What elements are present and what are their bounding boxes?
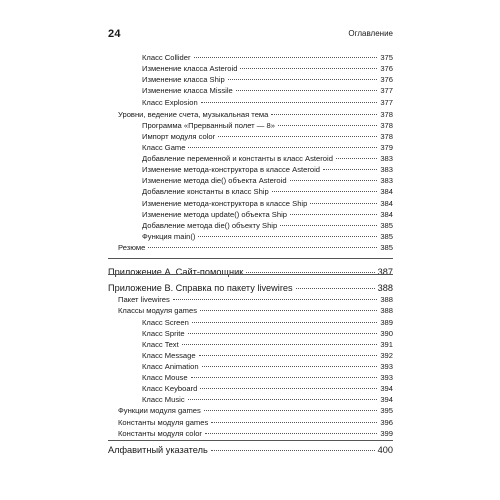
dot-leader [173, 299, 378, 300]
toc-entry-title: Изменение метода-конструктора в классе Ship [142, 199, 308, 208]
section-divider [108, 274, 393, 275]
toc-entry [118, 294, 393, 305]
dot-leader [246, 272, 374, 273]
toc-entry [142, 383, 393, 394]
toc-entry-page: 384 [380, 187, 393, 196]
toc-entry-title: Импорт модуля color [142, 132, 216, 141]
toc-entry-page: 388 [377, 283, 393, 293]
toc-entry [142, 231, 393, 242]
toc-entry-page: 378 [380, 110, 393, 119]
section-divider [108, 440, 393, 441]
toc-entry-title: Изменение метода update() объекта Ship [142, 210, 287, 219]
toc-entry-page: 393 [380, 373, 393, 382]
toc-entry [142, 361, 393, 372]
toc-entry [142, 328, 393, 339]
toc-entry-title: Программа «Прерванный полет — 8» [142, 121, 275, 130]
toc-entry-title: Пакет livewires [118, 295, 170, 304]
toc-entry-page: 384 [380, 210, 393, 219]
toc-entry-title: Класс Screen [142, 318, 189, 327]
dot-leader [211, 450, 375, 451]
dot-leader [191, 377, 378, 378]
dot-leader [278, 125, 377, 126]
page-header [108, 28, 393, 42]
toc-entry-page: 396 [380, 418, 393, 427]
toc-entry-page: 383 [380, 165, 393, 174]
toc-entry-title: Класс Animation [142, 362, 199, 371]
toc-entry-page: 383 [380, 176, 393, 185]
toc-entry-title: Класс Text [142, 340, 179, 349]
toc-entry [142, 142, 393, 153]
toc-entry-title: Изменение метода die() объекта Asteroid [142, 176, 287, 185]
dot-leader [296, 288, 375, 289]
toc-entry-page: 389 [380, 318, 393, 327]
dot-leader [336, 158, 377, 159]
toc-entry-title: Алфавитный указатель [108, 445, 208, 455]
toc-entry [142, 394, 393, 405]
toc-entry [142, 317, 393, 328]
dot-leader [148, 247, 377, 248]
toc-entry [118, 428, 393, 439]
toc-entry-page: 385 [380, 243, 393, 252]
toc-entry-title: Добавление метода die() объекту Ship [142, 221, 278, 230]
toc-entry-page: 376 [380, 75, 393, 84]
toc-entry-title: Класс Game [142, 143, 186, 152]
dot-leader [204, 410, 378, 411]
dot-leader [271, 114, 377, 115]
toc-entry-page: 388 [380, 306, 393, 315]
dot-leader [272, 191, 378, 192]
toc-entry-page: 393 [380, 362, 393, 371]
toc-entry-title: Изменение класса Missile [142, 86, 233, 95]
dot-leader [192, 322, 377, 323]
dot-leader [323, 169, 377, 170]
dot-leader [202, 366, 378, 367]
dot-leader [280, 225, 377, 226]
toc-entry [118, 417, 393, 428]
dot-leader [211, 422, 377, 423]
toc-entry [142, 186, 393, 197]
toc-entry-page: 384 [380, 199, 393, 208]
dot-leader [200, 388, 377, 389]
toc-entry-title: Класс Mouse [142, 373, 188, 382]
toc-entry [142, 63, 393, 74]
toc-entry [142, 339, 393, 350]
toc-entry-title: Функция main() [142, 232, 196, 241]
toc-entry [142, 175, 393, 186]
dot-leader [199, 355, 378, 356]
toc-entry-title: Класс Message [142, 351, 196, 360]
dot-leader [200, 310, 377, 311]
toc-entry [142, 198, 393, 209]
dot-leader [310, 203, 377, 204]
toc-entry-title: Приложение А. Сайт-помощник [108, 267, 244, 277]
toc-entry-page: 378 [380, 132, 393, 141]
toc-entry [118, 405, 393, 416]
toc-entry [142, 120, 393, 131]
toc-entry-title: Уровни, ведение счета, музыкальная тема [118, 110, 269, 119]
dot-leader [240, 68, 377, 69]
toc-entry-page: 390 [380, 329, 393, 338]
toc-entry-title: Класс Sprite [142, 329, 185, 338]
dot-leader [290, 180, 378, 181]
toc-entry [142, 220, 393, 231]
dot-leader [205, 433, 377, 434]
toc-entry-title: Класс Collider [142, 53, 191, 62]
toc-entry-page: 377 [380, 98, 393, 107]
toc-entry [108, 266, 393, 279]
toc-entry-page: 375 [380, 53, 393, 62]
toc-entry-page: 387 [377, 267, 393, 277]
toc-entry-title: Классы модуля games [118, 306, 198, 315]
toc-entry [142, 74, 393, 85]
dot-leader [188, 399, 378, 400]
toc-entry-title: Изменение класса Asteroid [142, 64, 238, 73]
toc-entry [142, 153, 393, 164]
toc-entry [142, 350, 393, 361]
toc-entry-page: 385 [380, 221, 393, 230]
toc-entry-page: 383 [380, 154, 393, 163]
dot-leader [290, 214, 377, 215]
dot-leader [228, 79, 378, 80]
toc-entry [118, 305, 393, 316]
toc-entry [142, 372, 393, 383]
toc-entry-page: 394 [380, 395, 393, 404]
dot-leader [182, 344, 378, 345]
toc-entry-page: 392 [380, 351, 393, 360]
toc-entry-page: 391 [380, 340, 393, 349]
toc-entry-page: 385 [380, 232, 393, 241]
section-divider [108, 258, 393, 259]
dot-leader [188, 333, 378, 334]
page-number: 24 [108, 28, 121, 40]
toc-entry-title: Резюме [118, 243, 146, 252]
toc-entry-title: Константы модуля color [118, 429, 202, 438]
toc-entry-title: Класс Keyboard [142, 384, 198, 393]
toc-entry [108, 444, 393, 457]
toc-entry-page: 399 [380, 429, 393, 438]
toc-entry [142, 131, 393, 142]
dot-leader [198, 236, 377, 237]
toc-entry [142, 52, 393, 63]
toc-entry-page: 377 [380, 86, 393, 95]
toc-entry [118, 109, 393, 120]
toc-entry-title: Функции модуля games [118, 406, 201, 415]
dot-leader [201, 102, 378, 103]
dot-leader [194, 57, 378, 58]
toc-entry [142, 97, 393, 108]
toc-entry-title: Добавление константы в класс Ship [142, 187, 269, 196]
toc-entry [118, 242, 393, 253]
toc-entry-title: Класс Music [142, 395, 185, 404]
toc-entry-page: 400 [377, 445, 393, 455]
toc-entry-page: 376 [380, 64, 393, 73]
toc-entry-page: 378 [380, 121, 393, 130]
dot-leader [188, 147, 377, 148]
toc-entry-title: Приложение В. Справка по пакету livewires [108, 283, 293, 293]
toc-entry-page: 395 [380, 406, 393, 415]
toc-entry [142, 209, 393, 220]
toc-entry-page: 379 [380, 143, 393, 152]
dot-leader [218, 136, 377, 137]
toc-entry [142, 85, 393, 96]
toc-entry-page: 388 [380, 295, 393, 304]
toc-entry-page: 394 [380, 384, 393, 393]
toc-entry-title: Изменение метода-конструктора в классе Asteroid [142, 165, 320, 174]
toc-entry-title: Константы модуля games [118, 418, 209, 427]
toc-entry-title: Добавление переменной и константы в класс Asteroid [142, 154, 333, 163]
toc-entry [142, 164, 393, 175]
running-head: Оглавление [348, 29, 393, 38]
toc-entry-title: Класс Explosion [142, 98, 198, 107]
toc-entry-title: Изменение класса Ship [142, 75, 225, 84]
dot-leader [236, 90, 378, 91]
